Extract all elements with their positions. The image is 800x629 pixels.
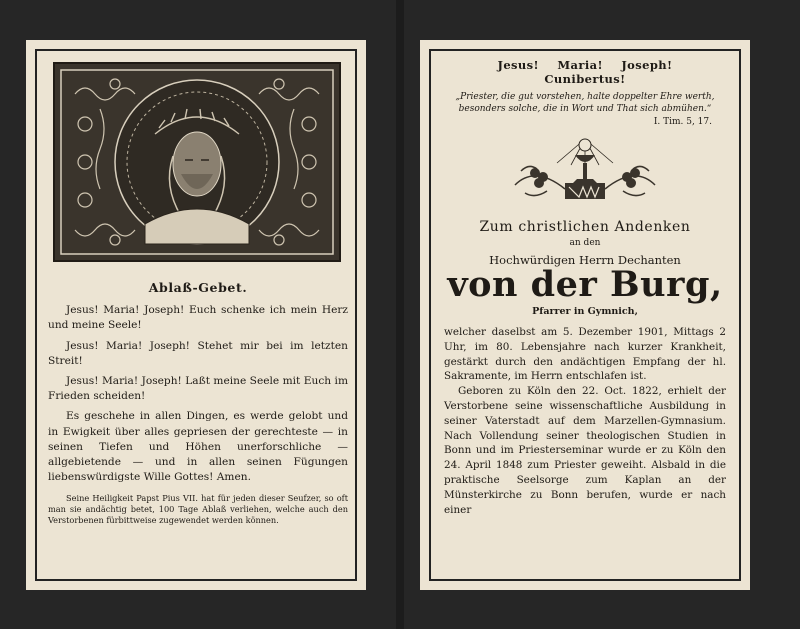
scripture-reference: I. Tim. 5, 17. <box>653 117 712 127</box>
biography-text <box>444 325 726 517</box>
greeting-line <box>444 58 726 86</box>
memorial-title: Zum christlichen Andenken <box>479 219 691 235</box>
prayer-paragraph: Jesus! Maria! Joseph! Euch schenke ich mein Herz und meine Seele! <box>48 304 348 332</box>
fold-gap <box>396 0 404 629</box>
greeting-word: Jesus! <box>497 58 540 72</box>
prayer-paragraph: Jesus! Maria! Joseph! Laßt meine Seele mit Euch im Frieden scheiden! <box>48 375 348 403</box>
emblem-container <box>444 133 726 213</box>
memorial-section <box>444 58 726 517</box>
chalice-host-emblem-icon <box>495 133 675 213</box>
greeting-word: Joseph! <box>621 58 673 72</box>
honorific-title: Hochwürdigen Herrn Dechanten <box>489 253 681 267</box>
right-card <box>404 0 800 629</box>
left-card <box>0 0 396 629</box>
biography-paragraph: Geboren zu Köln den 22. Oct. 1822, erhielt der Verstorbene seine wissenschaftliche Ausbildung in seiner Vaterstadt auf dem Marzellen-Gymnasium. Nach Vollendung seiner theologischen Studien in Bonn und im Priesterseminar wurde er zu Köln den 24. April 1848 zum Priester geweiht. Alsbald in die praktische Seelsorge zum Kaplan an der Münsterkirche zu Bonn berufen, wurde er nach einer <box>444 385 726 516</box>
biography-paragraph: welcher daselbst am 5. Dezember 1901, Mittags 2 Uhr, im 80. Lebensjahre nach kurzer Krankheit, gestärkt durch den andächtigen Empfang der hl. Sakramente, im Herrn entschlafen ist. <box>444 326 726 383</box>
prayer-paragraph: Es geschehe in allen Dingen, es werde gelobt und in Ewigkeit über alles gepriesen der gerechteste — in seinen Tiefen und Höhen unerforschliche — allgebietende — und in allen seinen Fügungen liebenswürdigste Wille Gottes! Amen. <box>48 410 348 484</box>
scripture-quote: „Priester, die gut vorstehen, halte doppelter Ehre werth, besonders solche, die in Wort und That sich abmühen.“ <box>455 92 715 114</box>
greeting-word: Maria! <box>557 58 603 72</box>
prayer-paragraph: Jesus! Maria! Joseph! Stehet mir bei im letzten Streit! <box>48 339 348 367</box>
christ-crown-of-thorns-icon <box>55 64 339 260</box>
indulgence-footnote: Seine Heiligkeit Papst Pius VII. hat für jeden dieser Seufzer, so oft man sie andächtig betet, 100 Tage Ablaß verliehen, welche auch den Verstorbenen fürbittweise zugewendet werden können. <box>48 493 348 526</box>
prayer-section <box>48 270 348 535</box>
memorial-subtitle: an den <box>569 238 601 248</box>
deceased-name: von der Burg, <box>447 264 723 305</box>
left-card-paper <box>26 40 366 590</box>
deceased-role: Pfarrer in Gymnich, <box>532 306 638 317</box>
prayer-heading: Ablaß-Gebet. <box>148 280 248 295</box>
right-card-paper <box>420 40 750 590</box>
greeting-word: Cunibertus! <box>544 72 626 86</box>
christ-portrait-frame <box>53 62 341 262</box>
